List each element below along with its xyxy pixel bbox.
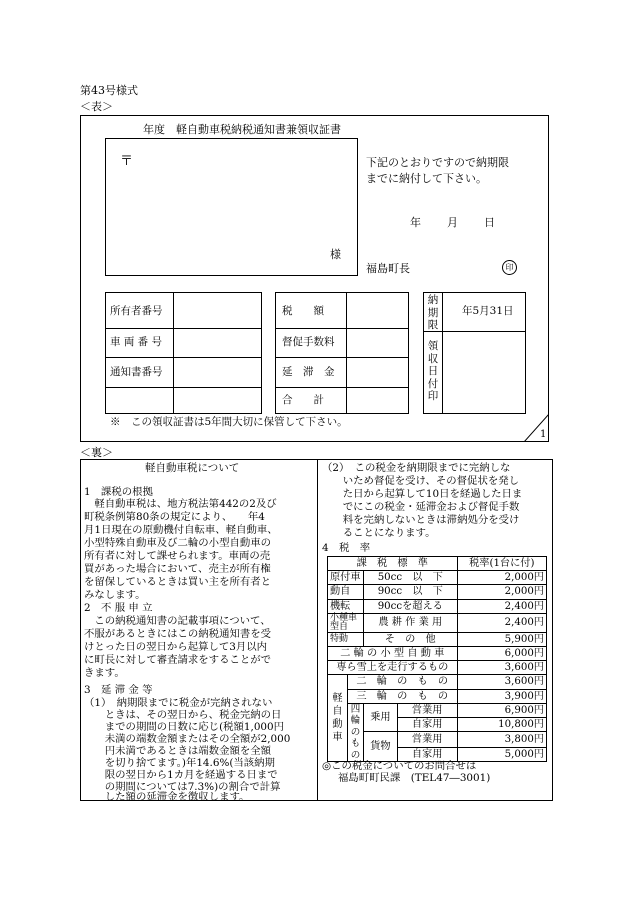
s3-2-line-4: でにこの税金・延滞金および督促手数 xyxy=(322,501,520,513)
s3-line-5: 円未満であるときは端数金額を全額 xyxy=(84,745,272,757)
s1-line-3: 月1日現在の原動機付自転車、軽自動車、 xyxy=(84,524,278,536)
s4-title: 4 税 率 xyxy=(322,542,371,554)
s1-line-2: 町税条例第80条の規定により、 年4 xyxy=(84,511,265,523)
vehicle-number-label: 車 両 番 号 xyxy=(110,336,163,348)
rate-small-special-label: 小種車 型自 xyxy=(328,613,364,632)
rate-cargo-label: 貨物 xyxy=(363,732,397,762)
back-side-label: ＜裏＞ xyxy=(80,446,113,459)
s3-line-4: 未満の端数金額またはその全額が2,000 xyxy=(84,733,291,745)
postal-mark: 〒 xyxy=(120,154,134,169)
s3-2-line-5: 料を完納しないときは滞納処分を受け xyxy=(322,514,520,526)
rate-50cc-value: 2,000円 xyxy=(457,571,546,585)
s3-line-6: を切り捨てます。)年14.6%(当該納期 xyxy=(84,757,275,769)
rate-small-special-label-2: 特動 xyxy=(328,632,364,646)
rate-header-standard: 課 税 標 準 xyxy=(328,557,458,571)
due-date-label: 納 期 限 xyxy=(427,294,439,331)
rate-small2-label: 二 輪 の 小 型 自 動 車 xyxy=(328,646,458,660)
rate-passenger-private-value: 10,800円 xyxy=(457,717,546,731)
s3-2-line-1: （2） この税金を納期限までに完納しな xyxy=(322,462,511,474)
owner-number-label: 所有者番号 xyxy=(110,305,163,317)
s1-line-1: 軽自動車税は、地方税法第442の2及び xyxy=(84,498,277,510)
s1-line-7: を留保しているときは買い主を所有者と xyxy=(84,576,272,588)
rate-90cc-label: 90cc 以 下 xyxy=(363,585,457,599)
s1-line-4: 小型特殊自動車及び二輪の小型自動車の xyxy=(84,537,272,549)
address-box xyxy=(105,138,358,276)
s2-line-5: きます。 xyxy=(84,667,125,679)
receipt-stamp-label: 領 収 日 付 印 xyxy=(427,340,439,402)
rate-other-label: そ の 他 xyxy=(363,632,457,646)
s3-title: 3 延 滞 金 等 xyxy=(84,684,153,696)
rate-cargo-business-value: 3,800円 xyxy=(457,732,546,748)
total-label: 合 計 xyxy=(282,394,324,406)
s3-2-line-6: ることになります。 xyxy=(322,527,436,539)
rate-small2-value: 6,000円 xyxy=(457,646,546,660)
s1-line-6: 買があった場合において、売主が所有権 xyxy=(84,563,271,575)
rate-four-label: 四 輪 の も の xyxy=(347,703,363,762)
date-month: 月 xyxy=(447,216,458,229)
rate-farm-value: 2,400円 xyxy=(457,613,546,632)
s2-line-1: この納税通知書の記載事項について、 xyxy=(84,615,271,627)
s3-line-9: した額の延滞金を徴収します。 xyxy=(84,791,250,803)
rate-two-label: 二 輪 の も の xyxy=(347,675,457,689)
s3-line-7: 限の翌日から1カ月を経過する日まで xyxy=(84,769,278,781)
rate-kei-label: 軽 自 動 車 xyxy=(328,675,348,762)
footnote: ※ この領収証書は5年間大切に保管して下さい。 xyxy=(110,416,348,428)
addressee-suffix: 様 xyxy=(330,248,341,261)
late-fee-label: 延 滞 金 xyxy=(282,366,335,378)
notice-line-1: 下記のとおりですので納期限 xyxy=(366,156,509,169)
page-number: 1 xyxy=(540,429,547,440)
s3-line-1: （1） 納期限までに税金が完納されない xyxy=(84,697,273,709)
seal-mark: 印 xyxy=(502,260,517,275)
rate-three-label: 三 輪 の も の xyxy=(347,689,457,703)
rate-snow-label: 専ら雪上を走行するもの xyxy=(328,661,458,675)
rate-header-rate: 税率(1台に付) xyxy=(457,557,546,571)
rate-snow-value: 3,600円 xyxy=(457,661,546,675)
notice-line-2: までに納付して下さい。 xyxy=(366,172,487,185)
s2-line-3: けとった日の翌日から起算して3月以内 xyxy=(84,641,268,653)
rate-over90-value: 2,400円 xyxy=(457,599,546,613)
s2-line-2: 不服があるときにはこの納税通知書を受 xyxy=(84,628,272,640)
rate-other-value: 5,900円 xyxy=(457,632,546,646)
rate-dobiki-label: 動自 xyxy=(328,585,364,599)
contact-line-1: ◎この税金についてのお問合せは xyxy=(322,760,477,772)
rate-cargo-business: 営業用 xyxy=(397,732,457,748)
tax-amount-label: 税 額 xyxy=(282,305,324,317)
s1-line-5: 所有者に対して課せられます。車両の売 xyxy=(84,550,271,562)
rate-50cc-label: 50cc 以 下 xyxy=(363,571,457,585)
back-heading: 軽自動車税について xyxy=(145,462,240,474)
rate-cargo-private-value: 5,000円 xyxy=(457,748,546,762)
contact-line-2: 福島町町民課 (TEL47―3001) xyxy=(338,772,491,784)
s3-line-3: までの期間の日数に応じ(税額1,000円 xyxy=(84,721,285,733)
rate-passenger-private: 自家用 xyxy=(397,717,457,731)
s3-2-line-3: た日から起算して10日を経過した日ま xyxy=(322,488,523,500)
s1-line-8: みなします。 xyxy=(84,589,146,601)
rate-over90-label: 90ccを超える xyxy=(363,599,457,613)
s3-line-2: ときは、その翌日から、税金完納の日 xyxy=(84,709,282,721)
s3-line-8: の期間については7.3%)の割合で計算 xyxy=(84,781,281,793)
s2-title: 2 不 服 申 立 xyxy=(84,602,153,614)
tax-rate-table xyxy=(327,556,547,762)
s3-2-line-2: いため督促を受け、その督促状を発し xyxy=(322,475,520,487)
date-day: 日 xyxy=(484,216,495,229)
s2-line-4: に町長に対して審査請求をすることがで xyxy=(84,654,272,666)
notice-number-label: 通知書番号 xyxy=(110,366,163,378)
rate-two-value: 3,600円 xyxy=(457,675,546,689)
rate-passenger-business: 営業用 xyxy=(397,703,457,717)
rate-gentsuki-label: 原付車 xyxy=(328,571,364,585)
rate-farm-label: 農 耕 作 業 用 xyxy=(363,613,457,632)
mayor-name: 福島町長 xyxy=(366,262,410,275)
s1-title: 1 課税の根拠 xyxy=(84,486,153,498)
rate-passenger-label: 乗用 xyxy=(363,703,397,731)
rate-kiten-label: 機転 xyxy=(328,599,364,613)
due-date-value: 年5月31日 xyxy=(462,305,514,317)
rate-cargo-private: 自家用 xyxy=(397,748,457,762)
rate-passenger-business-value: 6,900円 xyxy=(457,703,546,717)
dunning-fee-label: 督促手数料 xyxy=(282,336,335,348)
rate-three-value: 3,900円 xyxy=(457,689,546,703)
form-title: 年度 軽自動車税納税通知書兼領収証書 xyxy=(143,123,341,136)
form-number: 第43号様式 xyxy=(80,84,138,97)
front-side-label: ＜表＞ xyxy=(80,100,113,113)
date-year: 年 xyxy=(410,216,421,229)
rate-90cc-value: 2,000円 xyxy=(457,585,546,599)
